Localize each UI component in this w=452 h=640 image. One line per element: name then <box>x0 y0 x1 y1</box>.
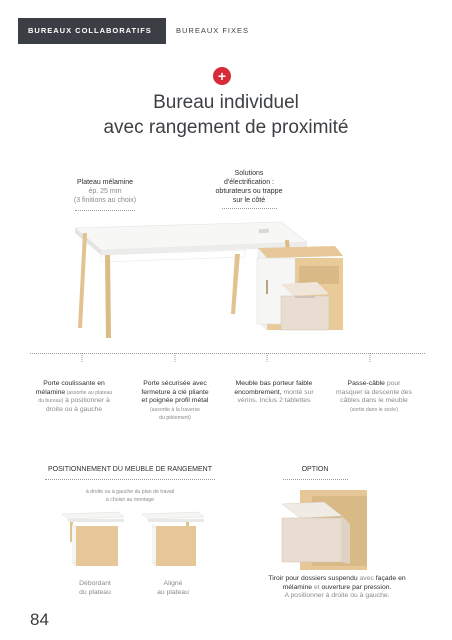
tab-bureaux-fixes[interactable]: BUREAUX FIXES <box>176 26 250 35</box>
option-desc-l2-bold2: ouverture par pression. <box>321 583 392 591</box>
option-desc-l1-bold: Tiroir pour dossiers suspendu <box>268 575 358 582</box>
option-desc-l2-rest: et <box>312 583 322 591</box>
tab-divider <box>165 18 166 44</box>
feature-2-l4: (assortie à la traverse <box>150 406 200 413</box>
option-debordant-l2: du plateau <box>79 588 111 596</box>
callout-plateau <box>52 178 158 205</box>
option-desc-l1-bold2: façade en <box>375 575 406 582</box>
callout-solutions-l1: Solutions <box>234 170 264 177</box>
feature-4-l4: (sortie dans le socle) <box>350 406 398 413</box>
callout-plateau-thickness: ép. 25 mm <box>88 188 122 195</box>
desk-illustration <box>45 210 355 350</box>
tab-bureaux-collaboratifs[interactable]: BUREAUX COLLABORATIFS <box>18 18 165 44</box>
plus-icon: + <box>213 67 231 85</box>
option-aligne-label <box>138 580 208 597</box>
feature-2-l3: et poignée profil métal <box>141 397 209 405</box>
feature-4-l1-text: pour <box>384 380 401 387</box>
option-debordant-label <box>60 580 130 597</box>
feature-3-l2-bold: encombrement, <box>234 388 282 396</box>
feature-4-l3: câbles dans le meuble <box>340 397 408 405</box>
cabinet-debordant-illustration <box>62 508 128 570</box>
option-desc-l1-rest: avec <box>357 575 376 582</box>
feature-2-l2: fermeture à clé pliante <box>141 388 209 396</box>
feature-1-l3-text: à positionner à <box>63 397 110 405</box>
page-number: 84 <box>30 610 49 629</box>
feature-porte-securisee <box>123 380 227 423</box>
feature-1-l2-note: (assortie au plateau <box>65 389 113 396</box>
callout-solutions-l3: obturateurs ou trappe <box>215 188 283 195</box>
feature-2-l1: Porte sécurisée avec <box>143 380 207 387</box>
callout-solutions <box>196 169 302 205</box>
option-aligne-l1: Aligné <box>163 580 183 587</box>
option-description <box>232 575 442 601</box>
callout-plateau-title: Plateau mélamine <box>76 179 134 186</box>
feature-1-l3-note: du bureau) <box>38 398 64 405</box>
feature-3-l3: vérins. Inclus 2 tablettes <box>237 397 311 405</box>
option-desc-l3: A positionner à droite ou à gauche. <box>284 592 390 600</box>
option-rule <box>283 479 348 480</box>
page-title-line1: Bureau individuel <box>153 92 299 113</box>
feature-passe-cable <box>318 380 430 414</box>
feature-meuble-bas <box>218 380 330 406</box>
option-desc-l2-bold: mélamine <box>282 583 313 591</box>
feature-1-l4: droite ou à gauche <box>45 405 103 413</box>
feature-1-l1: Porte coulissante en <box>43 380 105 387</box>
feature-porte-coulissante <box>22 380 126 414</box>
positioning-note1: à droite ou à gauche du plan de travail <box>85 489 175 495</box>
feature-3-l1: Meuble bas porteur faible <box>235 380 313 387</box>
option-aligne-l2: au plateau <box>157 588 189 596</box>
callout-solutions-l2: d'électrification : <box>224 179 274 186</box>
positioning-heading: POSITIONNEMENT DU MEUBLE DE RANGEMENT <box>47 466 212 473</box>
page-title-line2: avec rangement de proximité <box>103 117 349 138</box>
positioning-rule <box>45 479 215 480</box>
callout-plateau-finishes: (3 finitions au choix) <box>73 197 137 204</box>
drawer-option-illustration <box>272 490 367 570</box>
option-debordant-l1: Débordant <box>79 580 111 587</box>
callout-solutions-rule <box>222 208 277 209</box>
cabinet-aligne-illustration <box>142 508 208 570</box>
feature-2-l5: du piètement) <box>159 415 191 422</box>
callout-solutions-l4: sur le côté <box>232 197 266 204</box>
option-heading: OPTION <box>301 466 329 473</box>
feature-4-l1-bold: Passe-câble <box>347 380 385 387</box>
feature-4-l2: masquer la descente des <box>336 388 412 396</box>
feature-3-l2-text: monté sur <box>281 388 314 396</box>
feature-1-l2-bold: mélamine <box>35 388 66 396</box>
feature-pointer-lines <box>30 353 425 363</box>
positioning-note2: à choisir au montage <box>105 497 155 503</box>
